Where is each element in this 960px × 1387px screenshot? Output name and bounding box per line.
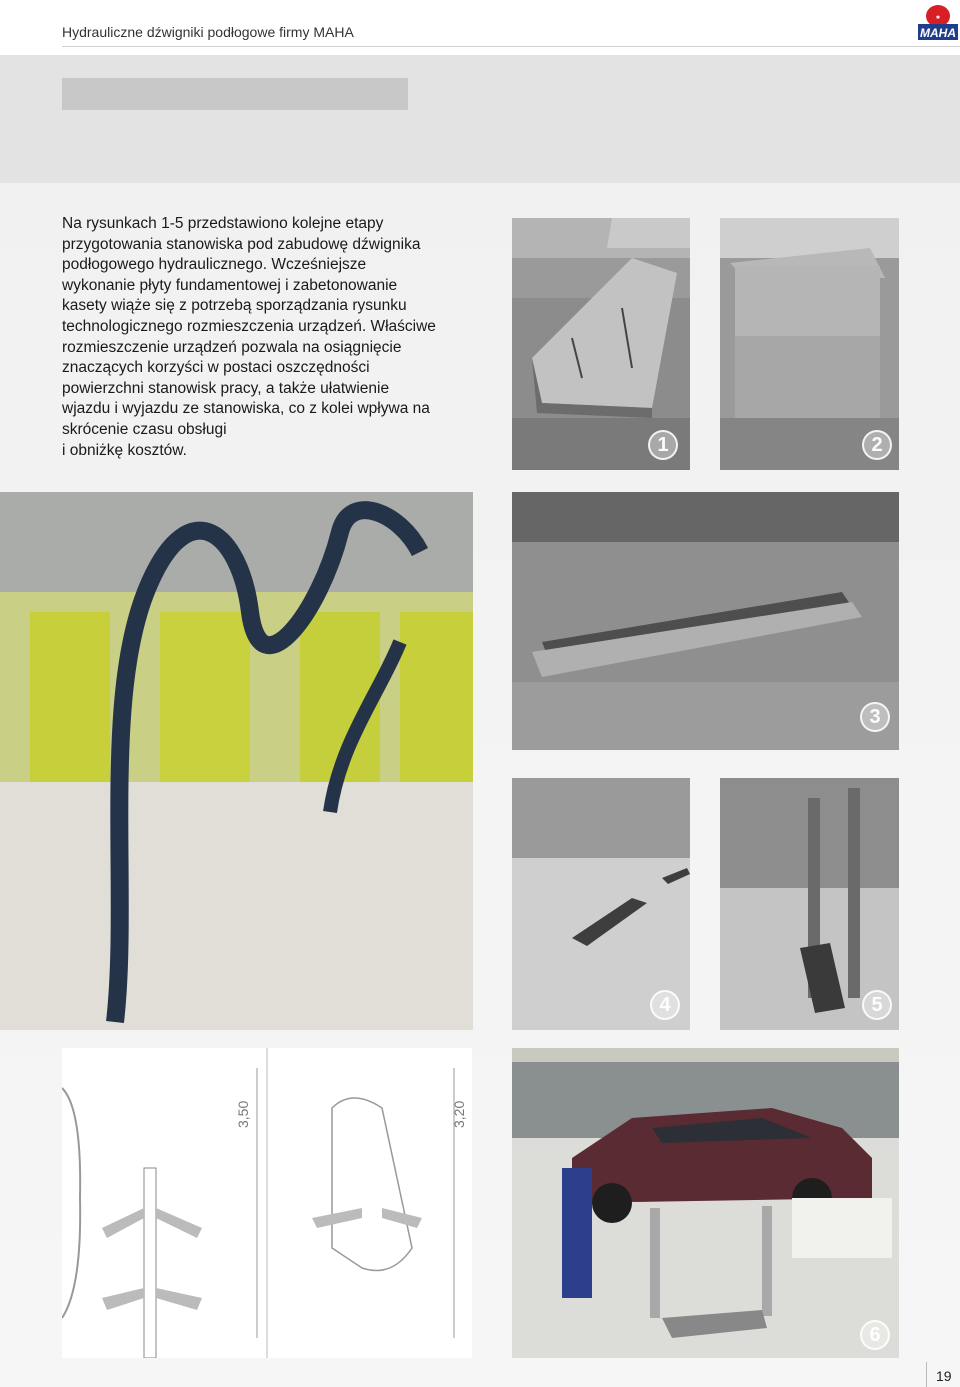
photo-4-floor-openings	[512, 778, 690, 1030]
photo-3-cassette-in-ground	[512, 492, 899, 750]
photo-4-number: 4	[650, 990, 680, 1020]
header-rule	[62, 46, 960, 47]
top-band-box	[62, 78, 408, 110]
technical-drawing-layout	[62, 1048, 472, 1358]
photo-6-number: 6	[860, 1320, 890, 1350]
photo-5-number: 5	[862, 990, 892, 1020]
logo-text: MAHA	[920, 26, 956, 40]
page-number-divider	[926, 1362, 927, 1387]
photo-5-lift-columns	[720, 778, 899, 1030]
photo-1-foundation-slab	[512, 218, 690, 470]
photo-2-number: 2	[862, 430, 892, 460]
photo-1-number: 1	[648, 430, 678, 460]
maha-logo	[916, 4, 960, 42]
photo-3-number: 3	[860, 702, 890, 732]
photo-6-car-on-lift	[512, 1048, 899, 1358]
page-number: 19	[936, 1368, 952, 1384]
top-band	[0, 55, 960, 183]
dimension-320: 3,20	[451, 1100, 467, 1128]
photo-2-concrete-block	[720, 218, 899, 470]
photo-workshop-exhaust-hoses	[0, 492, 473, 1030]
intro-paragraph: Na rysunkach 1-5 przedstawiono kolejne etapy przygotowania stanowiska pod zabudowę dźwignika podłogowego hydraulicznego. Wcześniejsze wykonanie płyty fundamentowej i zabetonowanie kasety wiąże się z potrzebą sporządzania rysunku technologicznego rozmieszczenia urządzeń. Właściwe rozmieszczenie urządzeń pozwala na osiągnięcie znaczących korzyści w postaci oszczędności powierzchni stanowisk pracy, a także ułatwienie wjazdu i wyjazdu ze stanowiska, co z kolei wpływa na skrócenie czasu obsługi i obniżkę kosztów.	[62, 215, 436, 459]
svg-text:✱: ✱	[935, 15, 941, 21]
dimension-350: 3,50	[235, 1100, 251, 1128]
header-title: Hydrauliczne dźwigniki podłogowe firmy MAHA	[62, 24, 354, 40]
